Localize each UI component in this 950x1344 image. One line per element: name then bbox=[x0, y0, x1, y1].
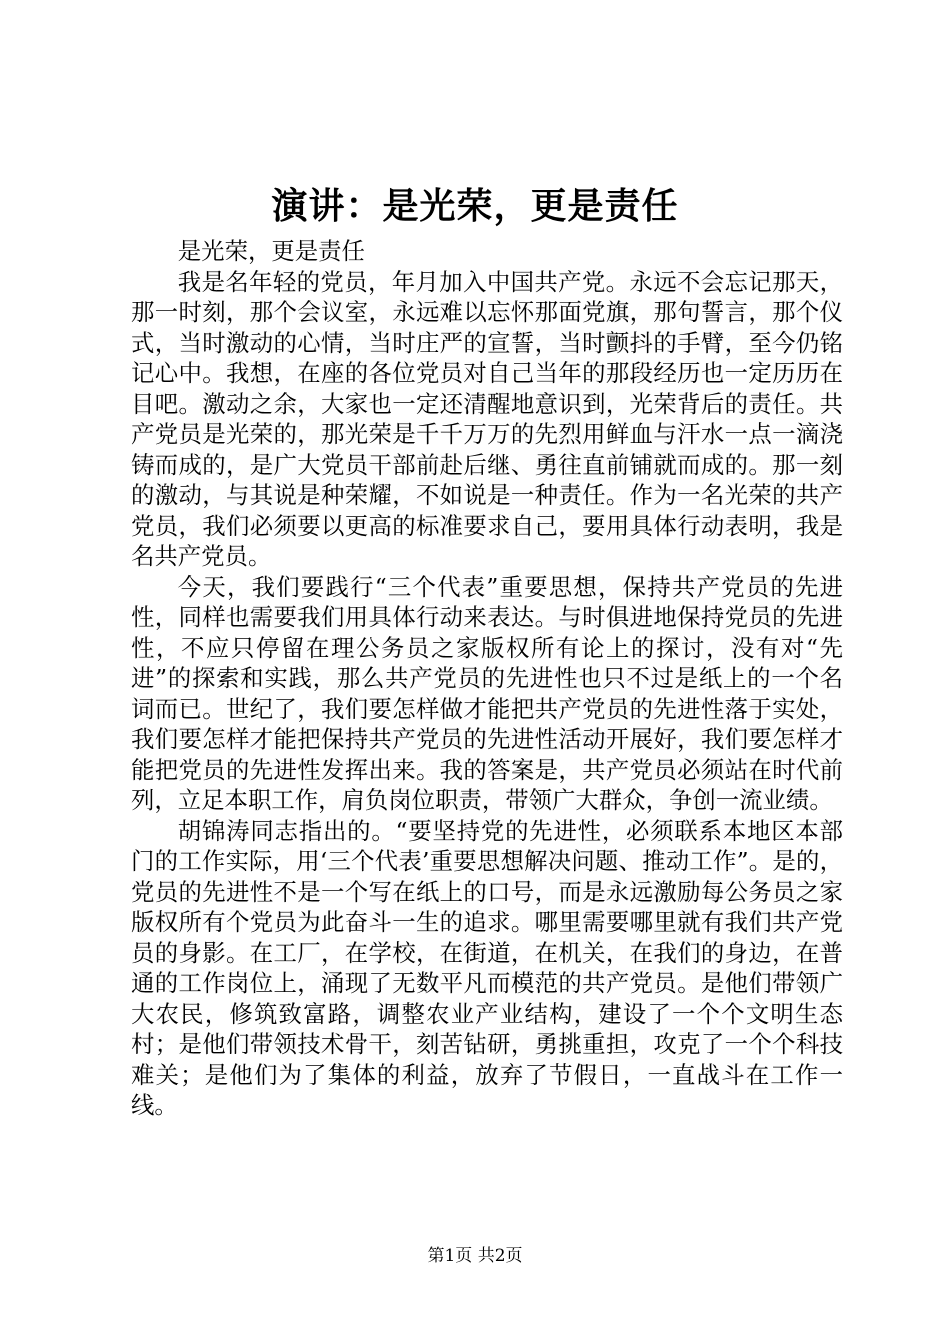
page-number-footer: 第1页 共2页 bbox=[427, 1246, 523, 1266]
document-title: 演讲：是光荣，更是责任 bbox=[271, 185, 679, 227]
subtitle-line: 是光荣，更是责任 bbox=[177, 237, 365, 265]
document-body bbox=[131, 236, 843, 1121]
paragraph: 今天，我们要践行“三个代表”重要思想，保持共产党员的先进性，同样也需要我们用具体行动来表达。与时俱进地保持党员的先进性，不应只停留在理公务员之家版权所有论上的探讨，没有对“先进”的探索和实践，那么共产党员的先进性也只不过是纸上的一个名词而已。世纪了，我们要怎样做才能把共产党员的先进性落于实处，我们要怎样才能把保持共产党员的先进性活动开展好，我们要怎样才能把党员的先进性发挥出来。我的答案是，共产党员必须站在时代前列，立足本职工作，肩负岗位职责，带领广大群众，争创一流业绩。 bbox=[131, 572, 843, 814]
paragraph: 我是名年轻的党员，年月加入中国共产党。永远不会忘记那天，那一时刻，那个会议室，永远难以忘怀那面党旗，那句誓言，那个仪式，当时激动的心情，当时庄严的宣誓，当时颤抖的手臂，至今仍铭记心中。我想，在座的各位党员对自己当年的那段经历也一定历历在目吧。激动之余，大家也一定还清醒地意识到，光荣背后的责任。共产党员是光荣的，那光荣是千千万万的先烈用鲜血与汗水一点一滴浇铸而成的，是广大党员干部前赴后继、勇往直前铺就而成的。那一刻的激动，与其说是种荣耀，不如说是一种责任。作为一名光荣的共产党员，我们必须要以更高的标准要求自己，要用具体行动表明，我是名共产党员。 bbox=[131, 267, 843, 570]
paragraph: 胡锦涛同志指出的。“要坚持党的先进性，必须联系本地区本部门的工作实际，用‘三个代表’重要思想解决问题、推动工作”。是的，党员的先进性不是一个写在纸上的口号，而是永远激励每公务员之家版权所有个党员为此奋斗一生的追求。哪里需要哪里就有我们共产党员的身影。在工厂，在学校，在街道，在机关，在我们的身边，在普通的工作岗位上，涌现了无数平凡而模范的共产党员。是他们带领广大农民，修筑致富路，调整农业产业结构，建设了一个个文明生态村；是他们带领技术骨干，刻苦钻研，勇挑重担，攻克了一个个科技难关；是他们为了集体的利益，放弃了节假日，一直战斗在工作一线。 bbox=[131, 816, 843, 1119]
